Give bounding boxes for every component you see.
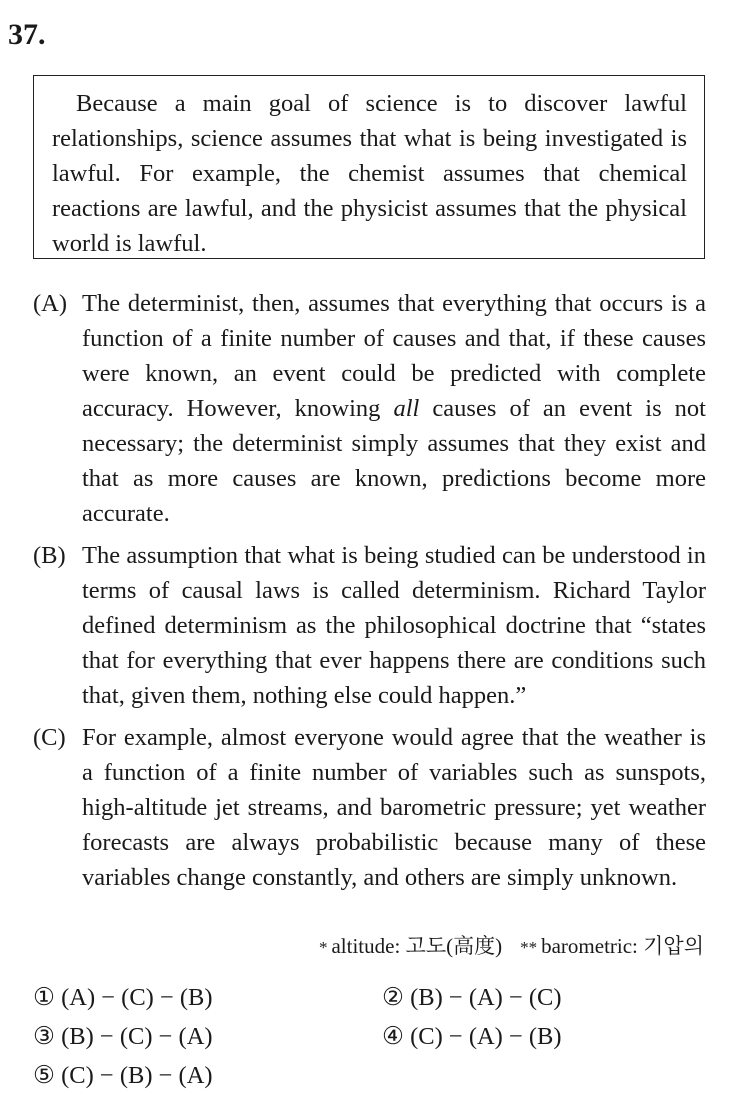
paragraph-b-label: (B) xyxy=(33,542,66,569)
option-4[interactable]: ④ (C) − (A) − (B) xyxy=(382,1023,562,1050)
glossary-item-altitude: altitude: 고도(高度) xyxy=(331,934,503,958)
option-1[interactable]: ① (A) − (C) − (B) xyxy=(33,984,213,1011)
paragraph-c xyxy=(33,720,706,895)
paragraph-a-label: (A) xyxy=(33,290,68,317)
glossary xyxy=(319,931,704,963)
option-2[interactable]: ② (B) − (A) − (C) xyxy=(382,984,562,1011)
paragraph-b xyxy=(33,538,706,713)
paragraph-c-text: For example, almost everyone would agree that the weather is a function of a finite number of variables such as sunspots, high-altitude jet streams, and barometric pressure; yet weather forecasts are always probabilistic because many of these variables change constantly, and others are simply unknown. xyxy=(82,724,706,891)
glossary-mark-1: * xyxy=(318,938,328,957)
paragraph-c-label: (C) xyxy=(33,724,66,751)
paragraph-b-text: The assumption that what is being studied can be understood in terms of causal laws is called determinism. Richard Taylor defined determinism as the philosophical doctrine that “states that for everything that ever happens there are conditions such that, given them, nothing else could happen.” xyxy=(82,542,706,709)
paragraph-a-italic: all xyxy=(393,395,420,422)
given-text: Because a main goal of science is to discover lawful relationships, science assumes that what is being investigated is lawful. For example, the chemist assumes that chemical reactions are lawful, and the physicist assumes that the physical world is lawful. xyxy=(52,90,687,257)
given-text-box xyxy=(33,75,705,259)
paragraph-a-text xyxy=(82,286,706,531)
paragraph-a xyxy=(33,286,706,531)
question-number: 37. xyxy=(8,18,46,51)
paragraph-a-text-1: The determinist, then, assumes that everything that occurs is a function of a finite number of causes and that, if these causes were known, an event could be predicted with complete accuracy. However, knowing xyxy=(82,290,706,422)
glossary-item-barometric: barometric: 기압의 xyxy=(541,934,704,958)
glossary-mark-2: ** xyxy=(520,938,538,957)
option-3[interactable]: ③ (B) − (C) − (A) xyxy=(33,1023,213,1050)
paragraph-a-text-2: causes of an event is not necessary; the determinist simply assumes that they exist and that as more causes are known, predictions become more accurate. xyxy=(82,395,706,527)
option-5[interactable]: ⑤ (C) − (B) − (A) xyxy=(33,1062,213,1089)
